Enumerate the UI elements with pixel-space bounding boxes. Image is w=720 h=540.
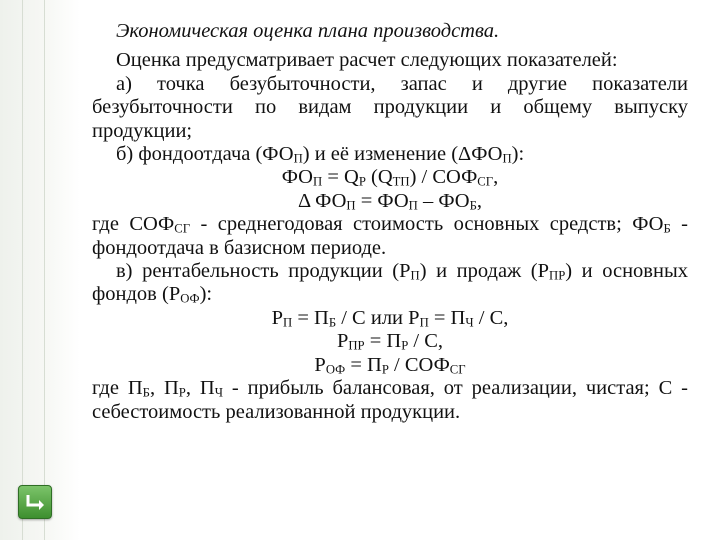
formula-fo-p: $ФО_П = Q_Р$ $(Q_{ТП}) / СОФ_{СГ}$, [281, 166, 499, 189]
slide-content [92, 20, 688, 424]
return-arrow-icon [24, 491, 46, 513]
sidebar-stripe [44, 0, 45, 540]
return-button[interactable] [18, 485, 52, 519]
formula-rpr: $Р_{ПР} = П_Р / С$, [336, 330, 444, 353]
where-definitions-2: где $П_Б$, $П_Р$, $П_Ч$ - прибыль балансовая, от реализации, чистая; С - себестоимость реализованной продукции. [92, 377, 688, 423]
slide-sidebar [0, 0, 80, 540]
intro-paragraph: Оценка предусматривает расчет следующих показателей: [116, 49, 618, 72]
formula-delta-fo: Δ $ФО_П = ФО_П - ФО_Б$, [297, 189, 483, 213]
item-c: в) рентабельность продукции $(Р_П)$ и продаж $(Р_{ПР})$ и основных фондов $(Р_{ОФ})$: [92, 260, 688, 306]
item-a: а) точка безубыточности, запас и другие показатели безубыточности по видам продукции и общему выпуску продукции; [92, 72, 688, 142]
formula-rp: $Р_П = П_Б / С$ или $Р_П = П_Ч / С$, [271, 306, 509, 330]
slide-title: Экономическая оценка плана производства. [116, 20, 500, 42]
sidebar-stripe [22, 0, 23, 540]
item-b: б) фондоотдача $(ФО_П)$ и её изменение $(\Delta ФО_П)$: [116, 143, 525, 166]
where-definitions-1: где $СОФ_{СГ}$ - среднегодовая стоимость основных средств; $ФО_Б$ - фондоотдача в базисном периоде. [92, 213, 689, 259]
formula-rof: $Р_{ОФ} = П_Р / СОФ_{СГ}$ [314, 353, 466, 377]
